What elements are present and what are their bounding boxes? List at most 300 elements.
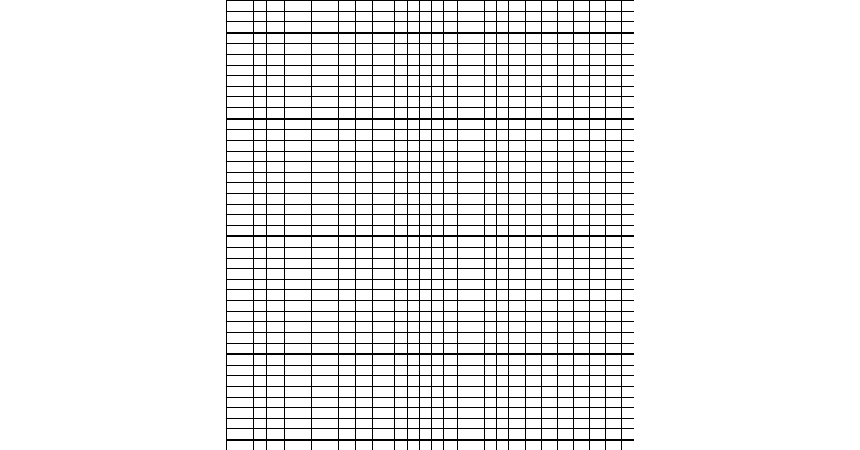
table-cell [373,204,395,215]
table-cell [558,248,574,259]
table-cell [509,301,526,312]
table-cell [558,11,574,22]
table-cell [485,151,497,162]
table-cell [227,22,254,33]
table-cell [312,408,339,419]
table-cell [606,290,622,301]
table-cell [606,172,622,183]
table-cell [267,236,285,247]
table-cell [574,119,590,130]
table-row [227,204,635,215]
table-cell [485,183,497,194]
table-cell [408,22,420,33]
table-cell [432,22,444,33]
table-row [227,301,635,312]
table-cell [497,236,509,247]
table-cell [542,279,558,290]
table-cell [574,386,590,397]
table-cell [542,290,558,301]
table-cell [444,76,458,87]
table-cell [542,130,558,141]
table-cell [432,440,444,450]
table-cell [497,397,509,408]
table-cell [285,397,312,408]
table-cell [420,11,432,22]
table-cell [395,130,408,141]
table-cell [485,33,497,44]
table-cell [497,193,509,204]
table-cell [622,225,635,236]
table-cell [574,183,590,194]
table-cell [485,397,497,408]
table-cell [606,11,622,22]
table-cell [542,225,558,236]
table-cell [542,140,558,151]
table-cell [509,97,526,108]
table-cell [574,86,590,97]
table-cell [542,204,558,215]
table-cell [444,215,458,226]
table-cell [254,11,267,22]
table-cell [622,76,635,87]
table-cell [285,215,312,226]
table-cell [339,311,356,322]
table-cell [485,76,497,87]
table-cell [312,162,339,173]
table-cell [267,258,285,269]
table-cell [590,172,606,183]
table-cell [356,354,373,365]
table-cell [227,365,254,376]
table-cell [606,279,622,290]
table-cell [432,1,444,12]
table-cell [227,108,254,119]
table-cell [558,418,574,429]
table-cell [267,418,285,429]
table-cell [356,130,373,141]
table-cell [227,301,254,312]
table-cell [590,140,606,151]
table-cell [590,322,606,333]
table-cell [267,279,285,290]
table-cell [312,1,339,12]
table-cell [267,55,285,66]
table-cell [542,76,558,87]
table-cell [420,193,432,204]
table-cell [356,322,373,333]
table-cell [227,33,254,44]
table-cell [339,225,356,236]
table-cell [526,290,542,301]
table-cell [254,33,267,44]
table-cell [509,290,526,301]
table-cell [356,248,373,259]
table-cell [606,33,622,44]
table-cell [227,11,254,22]
table-cell [373,376,395,387]
table-cell [590,86,606,97]
table-cell [542,108,558,119]
table-cell [485,322,497,333]
table-cell [485,279,497,290]
table-cell [622,311,635,322]
table-row [227,22,635,33]
table-cell [542,172,558,183]
table-cell [497,108,509,119]
table-cell [267,193,285,204]
table-cell [395,386,408,397]
table-cell [458,418,485,429]
table-cell [574,343,590,354]
table-cell [622,162,635,173]
table-cell [444,11,458,22]
table-cell [509,76,526,87]
table-cell [542,1,558,12]
table-cell [526,354,542,365]
table-cell [420,236,432,247]
table-cell [395,183,408,194]
table-cell [285,332,312,343]
table-cell [497,97,509,108]
table-cell [458,258,485,269]
table-cell [356,97,373,108]
table-cell [542,162,558,173]
table-cell [574,193,590,204]
table-cell [227,97,254,108]
table-cell [485,215,497,226]
table-cell [254,311,267,322]
table-cell [373,86,395,97]
table-cell [485,248,497,259]
table-cell [420,172,432,183]
table-cell [509,354,526,365]
table-cell [444,65,458,76]
table-cell [606,183,622,194]
table-cell [542,11,558,22]
table-cell [606,55,622,66]
table-cell [497,290,509,301]
table-cell [267,44,285,55]
table-cell [420,55,432,66]
table-cell [590,301,606,312]
table-cell [558,258,574,269]
table-cell [458,1,485,12]
table-cell [432,172,444,183]
table-cell [408,365,420,376]
table-cell [227,86,254,97]
table-cell [373,269,395,280]
table-cell [356,44,373,55]
table-cell [558,151,574,162]
table-cell [542,97,558,108]
table-cell [312,311,339,322]
table-cell [485,108,497,119]
table-cell [558,193,574,204]
table-cell [485,1,497,12]
table-cell [590,97,606,108]
table-cell [485,65,497,76]
table-cell [458,236,485,247]
table-cell [444,418,458,429]
table-cell [542,322,558,333]
table-cell [622,11,635,22]
table-cell [395,1,408,12]
table-cell [373,386,395,397]
table-cell [267,1,285,12]
table-cell [622,130,635,141]
table-cell [542,376,558,387]
table-cell [509,55,526,66]
table-cell [373,97,395,108]
table-cell [444,140,458,151]
table-cell [497,376,509,387]
table-cell [254,44,267,55]
table-cell [485,172,497,183]
table-row [227,236,635,247]
table-cell [574,365,590,376]
table-cell [574,76,590,87]
table-cell [356,376,373,387]
table-cell [285,172,312,183]
table-cell [285,301,312,312]
table-cell [227,269,254,280]
table-cell [432,33,444,44]
table-cell [526,258,542,269]
table-cell [622,97,635,108]
table-cell [558,365,574,376]
table-cell [444,55,458,66]
table-cell [458,44,485,55]
table-cell [420,76,432,87]
table-cell [339,55,356,66]
table-cell [285,440,312,450]
table-row [227,440,635,450]
table-cell [267,301,285,312]
table-cell [254,279,267,290]
table-cell [356,22,373,33]
table-cell [574,440,590,450]
table-cell [227,76,254,87]
table-cell [558,322,574,333]
table-cell [574,429,590,440]
table-cell [339,11,356,22]
table-cell [590,65,606,76]
table-row [227,248,635,259]
table-cell [227,354,254,365]
table-cell [574,236,590,247]
table-cell [420,408,432,419]
table-cell [339,151,356,162]
table-cell [497,354,509,365]
table-cell [227,162,254,173]
table-cell [558,33,574,44]
table-cell [558,76,574,87]
table-cell [558,225,574,236]
table-cell [267,183,285,194]
table-cell [497,269,509,280]
table-cell [590,354,606,365]
table-cell [444,1,458,12]
table-cell [590,11,606,22]
table-cell [458,279,485,290]
table-cell [526,130,542,141]
table-cell [285,44,312,55]
table-cell [558,397,574,408]
table-cell [395,322,408,333]
table-cell [622,22,635,33]
table-cell [590,119,606,130]
table-cell [526,193,542,204]
table-cell [558,204,574,215]
table-cell [339,279,356,290]
table-cell [254,76,267,87]
table-cell [373,151,395,162]
table-cell [622,215,635,226]
table-cell [254,236,267,247]
table-cell [408,397,420,408]
table-cell [606,140,622,151]
table-cell [590,1,606,12]
table-cell [227,1,254,12]
table-cell [227,258,254,269]
table-cell [356,440,373,450]
table-cell [312,97,339,108]
table-cell [395,365,408,376]
table-cell [622,1,635,12]
table-cell [373,440,395,450]
table-cell [339,215,356,226]
table-cell [590,397,606,408]
table-cell [267,386,285,397]
table-cell [590,440,606,450]
table-cell [622,429,635,440]
table-cell [485,11,497,22]
table-cell [312,183,339,194]
table-cell [408,322,420,333]
table-cell [420,119,432,130]
table-cell [408,429,420,440]
table-cell [285,151,312,162]
table-row [227,44,635,55]
table-cell [339,376,356,387]
table-cell [590,108,606,119]
table-cell [395,119,408,130]
table-cell [267,86,285,97]
table-cell [458,269,485,280]
table-cell [485,97,497,108]
table-cell [458,204,485,215]
table-row [227,354,635,365]
table-cell [558,183,574,194]
table-cell [227,140,254,151]
table-cell [526,65,542,76]
table-cell [622,108,635,119]
table-cell [339,248,356,259]
table-cell [432,322,444,333]
table-cell [574,397,590,408]
table-cell [444,204,458,215]
table-cell [574,204,590,215]
table-cell [444,119,458,130]
table-cell [267,429,285,440]
table-cell [458,311,485,322]
table-cell [497,183,509,194]
table-row [227,418,635,429]
table-cell [408,162,420,173]
table-cell [558,97,574,108]
table-cell [267,204,285,215]
table-cell [373,193,395,204]
table-cell [509,193,526,204]
table-row [227,76,635,87]
table-cell [356,151,373,162]
table-cell [444,279,458,290]
table-cell [509,322,526,333]
table-cell [285,354,312,365]
table-cell [497,279,509,290]
table-cell [395,65,408,76]
table-cell [285,11,312,22]
table-cell [254,354,267,365]
table-cell [254,204,267,215]
table-cell [606,65,622,76]
table-cell [356,311,373,322]
table-cell [542,33,558,44]
table-cell [526,1,542,12]
table-cell [606,376,622,387]
table-cell [574,22,590,33]
table-cell [285,119,312,130]
table-cell [444,130,458,141]
table-cell [267,172,285,183]
table-cell [227,225,254,236]
table-cell [408,130,420,141]
table-cell [590,215,606,226]
table-cell [312,279,339,290]
table-cell [356,162,373,173]
table-cell [458,290,485,301]
table-cell [356,418,373,429]
table-cell [408,215,420,226]
table-cell [312,172,339,183]
table-cell [444,343,458,354]
table-cell [254,418,267,429]
table-cell [509,258,526,269]
table-cell [408,11,420,22]
table-cell [444,22,458,33]
table-cell [606,119,622,130]
table-cell [485,386,497,397]
table-cell [408,376,420,387]
table-cell [267,225,285,236]
table-cell [606,365,622,376]
table-cell [509,108,526,119]
table-cell [574,151,590,162]
table-cell [420,44,432,55]
table-row [227,119,635,130]
table-cell [395,97,408,108]
table-cell [542,397,558,408]
table-cell [420,183,432,194]
table-cell [395,140,408,151]
table-cell [395,225,408,236]
table-cell [395,418,408,429]
table-cell [408,151,420,162]
table-cell [339,86,356,97]
table-cell [339,354,356,365]
table-row [227,343,635,354]
table-cell [254,332,267,343]
